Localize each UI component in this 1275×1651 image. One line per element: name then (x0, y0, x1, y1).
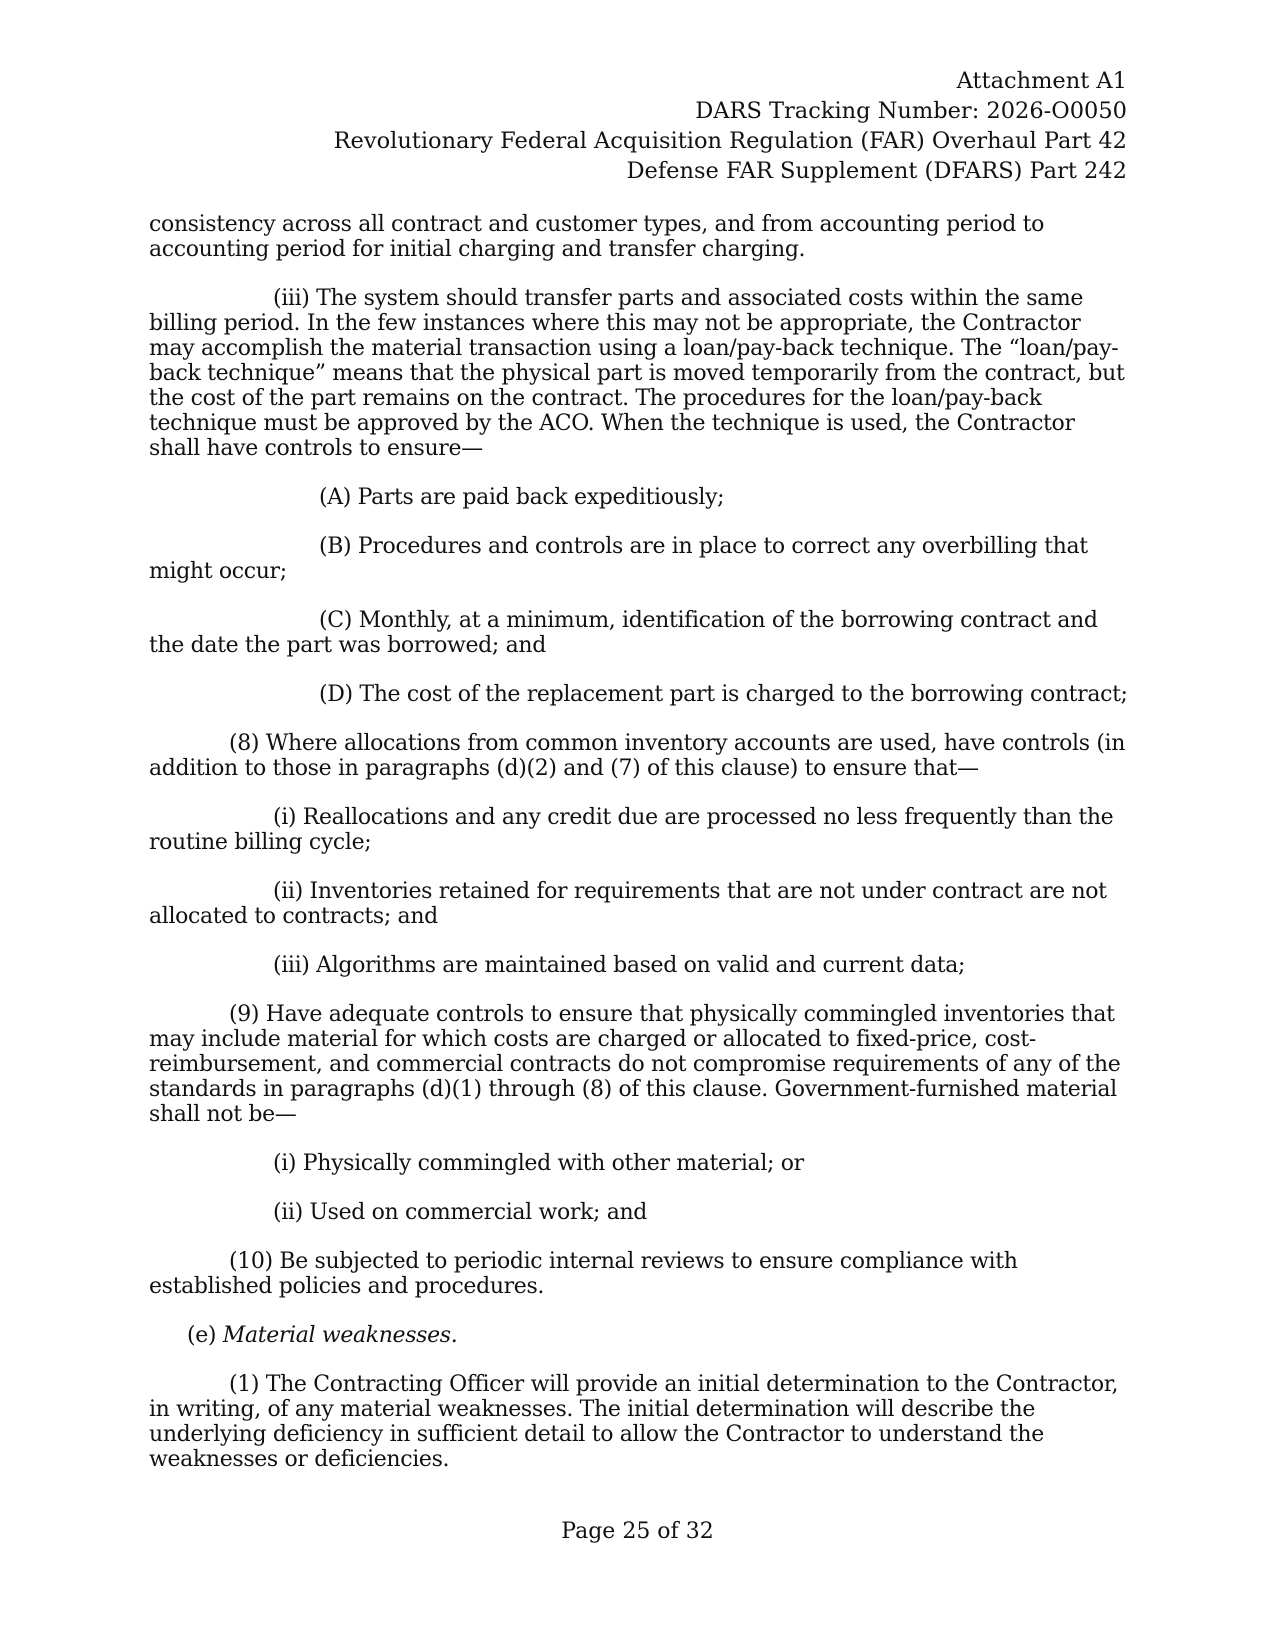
paragraph-8-iii: (iii) Algorithms are maintained based on valid and current data; (273, 953, 966, 978)
paragraph-8-i: (i) Reallocations and any credit due are processed no less frequently than the routine billing cycle; (149, 805, 1114, 855)
header-tracking-number: DARS Tracking Number: 2026-O0050 (695, 98, 1127, 124)
section-e-title: Material weaknesses. (222, 1323, 458, 1348)
paragraph-D: (D) The cost of the replacement part is charged to the borrowing contract; (319, 682, 1128, 707)
paragraph-9: (9) Have adequate controls to ensure that physically commingled inventories that may include material for which costs are charged or allocated to fixed-price, cost-reimbursement, and commercial contracts do not compromise requirements of any of the standards in paragraphs (d)(1) through (8) of this clause. Government-furnished material shall not be— (149, 1002, 1121, 1127)
header-dfars-part: Defense FAR Supplement (DFARS) Part 242 (626, 158, 1127, 184)
document-body (149, 212, 1129, 1472)
paragraph-9-i: (i) Physically commingled with other material; or (273, 1151, 804, 1176)
paragraph-A: (A) Parts are paid back expeditiously; (319, 485, 725, 510)
section-e-label: (e) (187, 1323, 223, 1348)
paragraph-e-1: (1) The Contracting Officer will provide an initial determination to the Contractor, in writing, of any material weaknesses. The initial determination will describe the underlying deficiency in sufficient detail to allow the Contractor to understand the weaknesses or deficiencies. (149, 1372, 1119, 1472)
paragraph-iii: (iii) The system should transfer parts and associated costs within the same billing period. In the few instances where this may not be appropriate, the Contractor may accomplish the material transaction using a loan/pay-back technique. The “loan/pay-back technique” means that the physical part is moved temporarily from the contract, but the cost of the part remains on the contract. The procedures for the loan/pay-back technique must be approved by the ACO. When the technique is used, the Contractor shall have controls to ensure— (149, 286, 1125, 461)
paragraph-9-ii: (ii) Used on commercial work; and (273, 1200, 648, 1225)
paragraph-8-ii: (ii) Inventories retained for requirements that are not under contract are not allocated to contracts; and (149, 879, 1107, 929)
page-header (227, 66, 1127, 186)
header-far-part: Revolutionary Federal Acquisition Regulation (FAR) Overhaul Part 42 (333, 128, 1127, 154)
paragraph-B: (B) Procedures and controls are in place to correct any overbilling that might occur; (149, 534, 1088, 584)
paragraph-continuation: consistency across all contract and customer types, and from accounting period to accounting period for initial charging and transfer charging. (149, 212, 1045, 262)
header-attachment: Attachment A1 (956, 68, 1127, 94)
paragraph-8: (8) Where allocations from common inventory accounts are used, have controls (in addition to those in paragraphs (d)(2) and (7) of this clause) to ensure that— (149, 731, 1126, 781)
section-e-heading (149, 1323, 1129, 1348)
page-number: Page 25 of 32 (561, 1519, 714, 1544)
paragraph-C: (C) Monthly, at a minimum, identification of the borrowing contract and the date the part was borrowed; and (149, 608, 1098, 658)
paragraph-10: (10) Be subjected to periodic internal reviews to ensure compliance with established policies and procedures. (149, 1249, 1018, 1299)
